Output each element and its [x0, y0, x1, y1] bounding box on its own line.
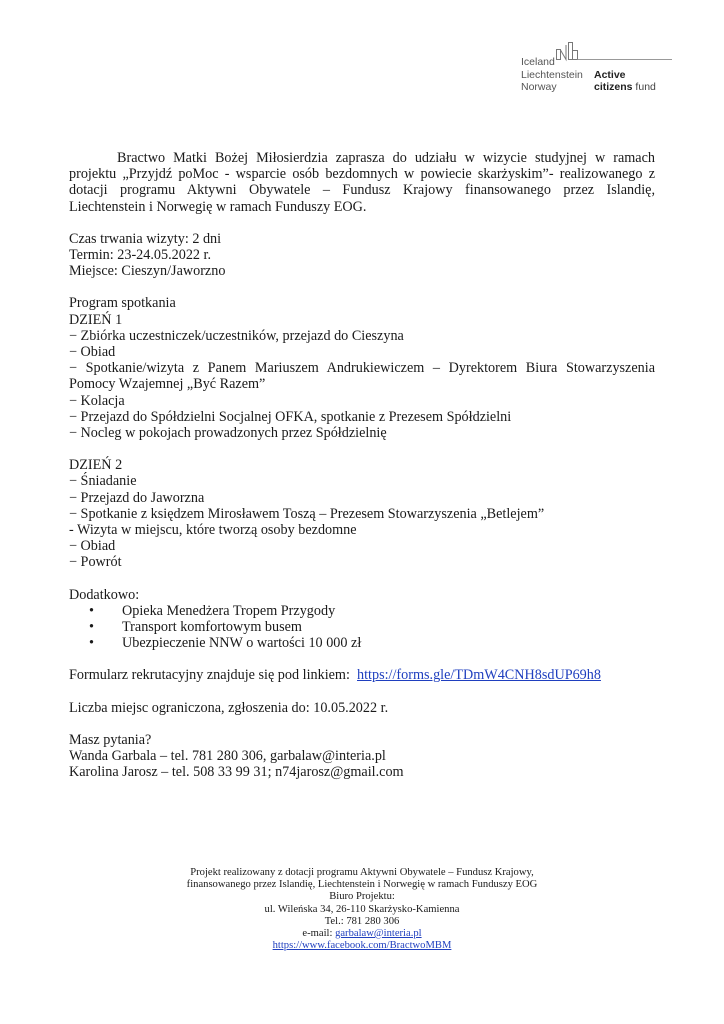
footer-facebook-link[interactable]: https://www.facebook.com/BractwoMBM	[272, 940, 452, 952]
day1-label: DZIEŃ 1	[69, 311, 123, 328]
day2-item: − Powrót	[69, 554, 122, 571]
intro-line: Liechtenstein i Norwegię w ramach Funduszy EOG.	[69, 198, 367, 215]
registration-deadline: Liczba miejsc ograniczona, zgłoszenia do: 10.05.2022 r.	[69, 699, 389, 716]
footer-office-title: Biuro Projektu:	[329, 891, 395, 903]
logo-active: Active	[594, 68, 626, 81]
contact-section	[69, 732, 655, 781]
day2-item: − Przejazd do Jaworzna	[69, 489, 205, 506]
visit-details	[69, 231, 655, 280]
extras-list	[69, 603, 655, 652]
intro-paragraph	[69, 150, 655, 215]
page-footer	[120, 867, 604, 952]
form-text: Formularz rekrutacyjny znajduje się pod linkiem:	[69, 667, 350, 684]
day1-item: − Kolacja	[69, 392, 125, 409]
logo-norway: Norway	[521, 81, 557, 93]
active-citizens-fund-logo	[521, 42, 671, 94]
program-section	[69, 295, 655, 570]
footer-address: ul. Wileńska 34, 26-110 Skarżysko-Kamienna	[264, 903, 460, 915]
day1-item: − Przejazd do Spółdzielni Socjalnej OFKA, spotkanie z Prezesem Spółdzielni	[69, 408, 512, 425]
intro-line: projektu „Przyjdź poMoc - wsparcie osób bezdomnych w powiecie skarżyskim”- realizowanego z	[69, 166, 655, 183]
logo-fund-name	[594, 69, 656, 94]
day2-item: - Wizyta w miejscu, które tworzą osoby bezdomne	[69, 522, 357, 539]
day1-item: Pomocy Wzajemnej „Być Razem”	[69, 376, 266, 393]
extras-item: • Opieka Menedżera Tropem Przygody	[89, 602, 336, 619]
day1-item: − Spotkanie/wizyta z Panem Mariuszem Andrukiewiczem – Dyrektorem Biura Stowarzyszenia	[69, 360, 655, 377]
bullet-icon: •	[89, 619, 94, 636]
footer-funding-line: Projekt realizowany z dotacji programu Aktywni Obywatele – Fundusz Krajowy,	[190, 867, 534, 878]
logo-countries	[521, 56, 583, 94]
bullet-icon: •	[89, 635, 94, 652]
logo-iceland: Iceland	[521, 56, 555, 68]
footer-funding-line: finansowanego przez Islandię, Liechtenstein i Norwegię w ramach Funduszy EOG	[186, 879, 538, 891]
program-title: Program spotkania	[69, 295, 176, 312]
footer-phone: Tel.: 781 280 306	[324, 915, 400, 927]
logo-citizens: citizens	[594, 81, 633, 93]
logo-fund: fund	[632, 81, 656, 93]
day1-item: − Zbiórka uczestniczek/uczestników, przejazd do Cieszyna	[69, 327, 404, 344]
visit-place: Miejsce: Cieszyn/Jaworzno	[69, 263, 226, 280]
visit-duration: Czas trwania wizyty: 2 dni	[69, 230, 222, 247]
intro-line: Bractwo Matki Bożej Miłosierdzia zaprasza do udziału w wizycie studyjnej w ramach	[117, 150, 655, 166]
extras-section	[69, 587, 655, 652]
contact-title: Masz pytania?	[69, 731, 152, 748]
day1-item: − Nocleg w pokojach prowadzonych przez Spółdzielnię	[69, 425, 387, 442]
extras-item: • Ubezpieczenie NNW o wartości 10 000 zł	[89, 635, 362, 652]
extras-title: Dodatkowo:	[69, 586, 140, 603]
extras-item: • Transport komfortowym busem	[89, 619, 302, 636]
contact-person: Karolina Jarosz – tel. 508 33 99 31; n74jarosz@gmail.com	[69, 764, 404, 781]
document-body	[69, 150, 655, 781]
day2-item: − Śniadanie	[69, 473, 137, 490]
intro-line: dotacji programu Aktywni Obywatele – Fundusz Krajowy finansowanego przez Islandię,	[69, 182, 655, 199]
footer-email-link[interactable]: garbalaw@interia.pl	[335, 928, 422, 940]
footer-email-line: e-mail: garbalaw@interia.pl	[302, 928, 422, 940]
day2-label: DZIEŃ 2	[69, 457, 123, 474]
registration-form-line	[69, 667, 655, 683]
day1-item: − Obiad	[69, 344, 116, 361]
registration-form-link[interactable]: https://forms.gle/TDmW4CNH8sdUP69h8	[357, 667, 601, 684]
bullet-icon: •	[89, 602, 94, 619]
visit-dates: Termin: 23-24.05.2022 r.	[69, 247, 212, 264]
logo-liechtenstein: Liechtenstein	[521, 68, 583, 81]
contact-person: Wanda Garbala – tel. 781 280 306, garbalaw@interia.pl	[69, 748, 386, 765]
day2-item: − Spotkanie z księdzem Mirosławem Toszą – Prezesem Stowarzyszenia „Betlejem”	[69, 505, 545, 522]
day2-item: − Obiad	[69, 538, 116, 555]
